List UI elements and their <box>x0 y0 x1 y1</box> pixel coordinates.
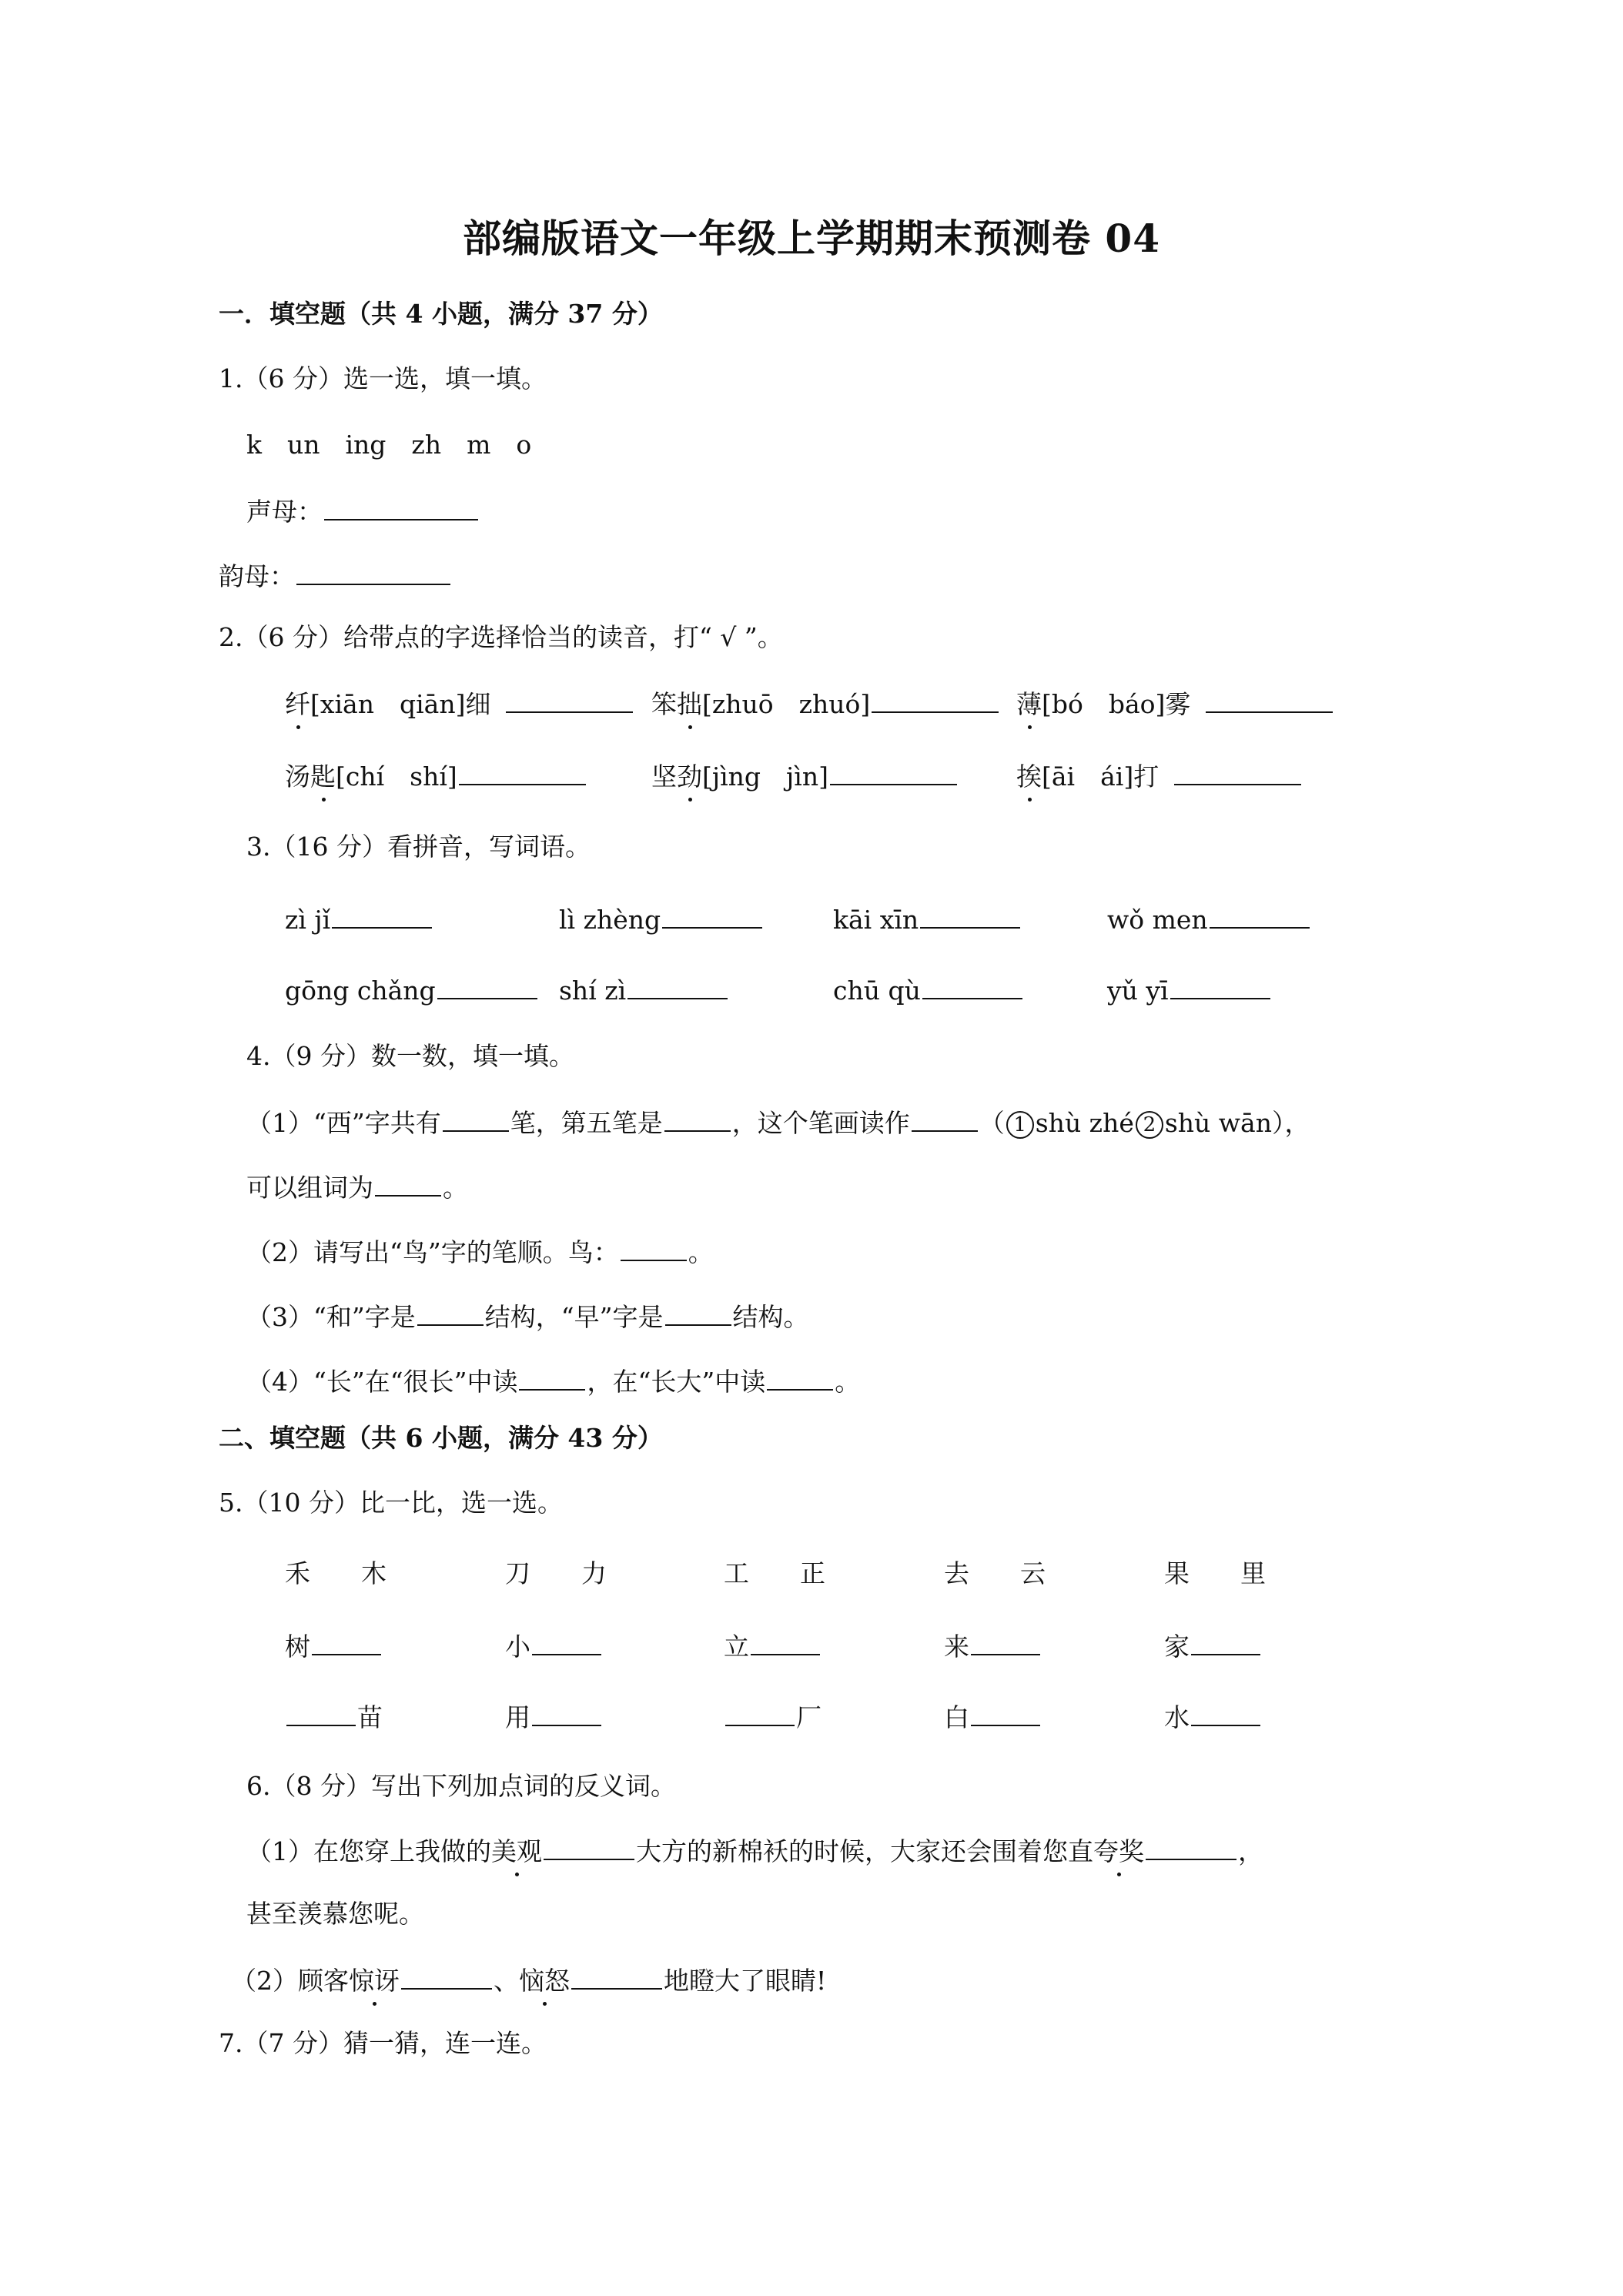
answer-blank[interactable] <box>662 901 762 929</box>
q6-part2: （2）顾客惊讶 、恼怒 地瞪大了眼睛! <box>231 1962 826 1998</box>
pinyin-item: chū qù <box>833 972 1024 1008</box>
fill-item: 小 <box>505 1628 603 1664</box>
char-pair: 禾 木 <box>285 1558 387 1588</box>
q2-prompt: 2.（6 分）给带点的字选择恰当的读音，打“ √ ”。 <box>219 622 783 652</box>
answer-blank[interactable] <box>665 1298 731 1326</box>
answer-blank[interactable] <box>830 758 957 785</box>
option-number-badge: 2 <box>1136 1111 1163 1139</box>
pinyin-item: wǒ men <box>1107 901 1311 937</box>
q6-part1-cont: 甚至羡慕您呢。 <box>246 1899 424 1929</box>
dotted-char: 薄 <box>1016 688 1042 721</box>
section-heading-2: 二、填空题（共 6 小题，满分 43 分） <box>219 1423 663 1453</box>
char-pair: 果 里 <box>1164 1558 1266 1588</box>
dotted-word: 惊讶 <box>349 1964 400 1998</box>
q1-letters: k un ing zh m o <box>246 430 532 460</box>
q6-part1: （1）在您穿上我做的美观 大方的新棉袄的时候，大家还会围着您直夸奖 ， <box>246 1832 1263 1869</box>
answer-blank[interactable] <box>1191 1628 1260 1655</box>
answer-blank[interactable] <box>1210 901 1310 929</box>
q2-item: 挨[āi ái]打 <box>1016 758 1303 794</box>
yunmu-label: 韵母： <box>219 561 295 591</box>
q4-part1: （1）“西”字共有 笔，第五笔是 ，这个笔画读作 （ 1 shù zhé 2 shù wān）， <box>246 1104 1310 1140</box>
answer-blank[interactable] <box>532 1699 601 1726</box>
q2-item-char: 纤 <box>285 689 310 719</box>
q4-part2: （2）请写出“鸟”字的笔顺。鸟： 。 <box>246 1233 714 1270</box>
answer-blank[interactable] <box>375 1169 441 1197</box>
pinyin-item: gōng chǎng <box>285 972 539 1008</box>
answer-blank[interactable] <box>401 1962 492 1990</box>
fill-item: 苗 <box>285 1699 383 1735</box>
char-pair: 去 云 <box>944 1558 1046 1588</box>
answer-blank[interactable] <box>312 1628 381 1655</box>
dotted-word: 恼怒 <box>519 1964 570 1998</box>
fill-item: 白 <box>944 1699 1042 1735</box>
q2-item: 薄[bó báo]雾 <box>1016 685 1334 721</box>
dotted-char: 劲 <box>677 760 702 794</box>
dotted-word: 夸奖 <box>1093 1835 1144 1869</box>
q2-item: 纤[xiān qiān]细 <box>285 685 634 721</box>
answer-blank[interactable] <box>571 1962 662 1990</box>
answer-blank[interactable] <box>519 1363 585 1391</box>
fill-item: 家 <box>1164 1628 1262 1664</box>
q4-prompt: 4.（9 分）数一数，填一填。 <box>246 1041 574 1071</box>
answer-blank[interactable] <box>1170 972 1270 999</box>
q2-item: 坚劲[jìng jìn] <box>651 758 959 794</box>
page-title: 部编版语文一年级上学期期末预测卷 04 <box>463 216 1160 261</box>
dotted-char: 拙 <box>677 688 702 721</box>
answer-blank[interactable] <box>1191 1699 1260 1726</box>
shengmu-blank[interactable] <box>324 493 478 520</box>
answer-blank[interactable] <box>506 685 633 713</box>
answer-blank[interactable] <box>751 1628 820 1655</box>
q4-part4: （4）“长”在“很长”中读 ，在“长大”中读 。 <box>246 1363 860 1399</box>
fill-item: 用 <box>505 1699 603 1735</box>
answer-blank[interactable] <box>544 1832 634 1860</box>
answer-blank[interactable] <box>437 972 537 999</box>
q6-prompt: 6.（8 分）写出下列加点词的反义词。 <box>246 1771 676 1801</box>
answer-blank[interactable] <box>532 1628 601 1655</box>
answer-blank[interactable] <box>872 685 999 713</box>
pinyin-item: kāi xīn <box>833 901 1022 937</box>
q7-prompt: 7.（7 分）猜一猜，连一连。 <box>219 2028 547 2058</box>
answer-blank[interactable] <box>286 1699 356 1726</box>
pinyin-item: zì jǐ <box>285 901 433 937</box>
dotted-char: 挨 <box>1016 760 1042 794</box>
pinyin-item: shí zì <box>559 972 729 1008</box>
fill-item: 水 <box>1164 1699 1262 1735</box>
answer-blank[interactable] <box>920 901 1020 929</box>
answer-blank[interactable] <box>971 1699 1040 1726</box>
q4-part3: （3）“和”字是 结构，“早”字是 结构。 <box>246 1298 809 1334</box>
answer-blank[interactable] <box>417 1298 484 1326</box>
pinyin-item: yǔ yī <box>1107 972 1272 1008</box>
yunmu-blank[interactable] <box>296 557 450 585</box>
answer-blank[interactable] <box>459 758 586 785</box>
fill-item: 树 <box>285 1628 383 1664</box>
char-pair: 刀 力 <box>505 1558 607 1588</box>
shengmu-label: 声母： <box>246 497 323 527</box>
answer-blank[interactable] <box>1174 758 1301 785</box>
answer-blank[interactable] <box>664 1104 731 1132</box>
answer-blank[interactable] <box>1146 1832 1236 1860</box>
q1-yunmu-row <box>219 557 452 594</box>
answer-blank[interactable] <box>767 1363 833 1391</box>
fill-item: 来 <box>944 1628 1042 1664</box>
answer-blank[interactable] <box>971 1628 1040 1655</box>
q2-item: 汤匙[chí shí] <box>285 758 587 794</box>
q2-item: 笨拙[zhuō zhuó] <box>651 685 1000 721</box>
fill-item: 立 <box>724 1628 822 1664</box>
q5-prompt: 5.（10 分）比一比，选一选。 <box>219 1488 563 1518</box>
dotted-word: 美观 <box>491 1835 542 1869</box>
pinyin-item: lì zhèng <box>559 901 764 937</box>
q1-prompt: 1.（6 分）选一选，填一填。 <box>219 363 547 393</box>
answer-blank[interactable] <box>1206 685 1333 713</box>
q1-shengmu-row <box>246 493 480 529</box>
answer-blank[interactable] <box>912 1104 978 1132</box>
answer-blank[interactable] <box>332 901 432 929</box>
answer-blank[interactable] <box>443 1104 509 1132</box>
dotted-char: 匙 <box>310 760 336 794</box>
section-heading-1: 一．填空题（共 4 小题，满分 37 分） <box>219 299 663 329</box>
q3-prompt: 3.（16 分）看拼音，写词语。 <box>246 832 591 862</box>
char-pair: 工 正 <box>724 1558 825 1588</box>
fill-item: 厂 <box>724 1699 822 1735</box>
answer-blank[interactable] <box>725 1699 795 1726</box>
answer-blank[interactable] <box>922 972 1022 999</box>
answer-blank[interactable] <box>621 1233 687 1261</box>
option-number-badge: 1 <box>1006 1111 1034 1139</box>
answer-blank[interactable] <box>627 972 728 999</box>
q4-part1-cont: 可以组词为 。 <box>246 1169 468 1205</box>
